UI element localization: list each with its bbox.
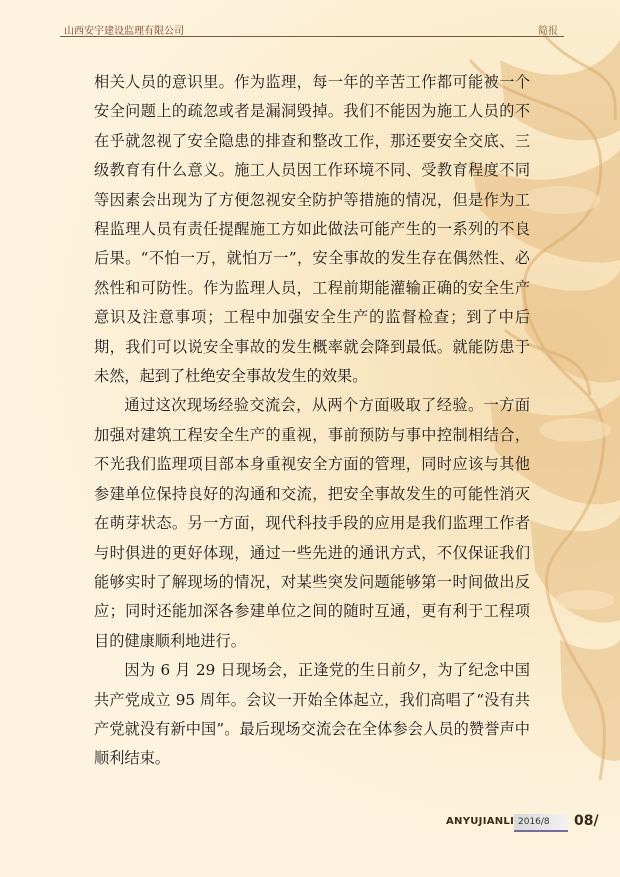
paragraph-2: 通过这次现场经验交流会，从两个方面吸取了经验。一方面加强对建筑工程安全生产的重视，事前预防与事中控制相结合，不光我们监理项目部本身重视安全方面的管理，同时应该与其他参建单位保持良好的沟通和交流，把安全事故发生的可能性消灭在萌芽状态。另一方面，现代科技手段的应用是我们监理工作者与时俱进的更好体现，通过一些先进的通讯方式，不仅保证我们能够实时了解现场的情况，对某些突发问题能够第一时间做出反应；同时还能加深各参建单位之间的随时互通，更有利于工程项目的健康顺利地进行。 [94, 396, 530, 650]
section-title: 简报 [538, 26, 558, 37]
article-body [94, 68, 530, 774]
page-header [60, 22, 564, 37]
company-name: 山西安宇建设监理有限公司 [64, 26, 184, 37]
page-number: 08/ [574, 813, 599, 829]
footer-date: 2016/8 [518, 817, 550, 827]
paragraph-3: 因为 6 月 29 日现场会，正逢党的生日前夕，为了纪念中国共产党成立 95 周年。会议一开始全体起立，我们高唱了“没有共产党就没有新中国”。最后现场交流会在全体参会人员的赞誉声中顺利结束。 [94, 661, 530, 768]
paragraph-1: 相关人员的意识里。作为监理，每一年的辛苦工作都可能被一个安全问题上的疏忽或者是漏洞毁掉。我们不能因为施工人员的不在乎就忽视了安全隐患的排查和整改工作，那还要安全交底、三级教育有什么意义。施工人员因工作环境不同、受教育程度不同等因素会出现为了方便忽视安全防护等措施的情况，但是作为工程监理人员有责任提醒施工方如此做法可能产生的一系列的不良后果。“不怕一万，就怕万一”，安全事故的发生存在偶然性、必然性和可防性。作为监理人员，工程前期能灌输正确的安全生产意识及注意事项；工程中加强安全生产的监督检查；到了中后期，我们可以说安全事故的发生概率就会降到最低。就能防患于未然，起到了杜绝安全事故发生的效果。 [94, 73, 530, 386]
footer-brand: ANYUJIANLI [446, 816, 515, 827]
